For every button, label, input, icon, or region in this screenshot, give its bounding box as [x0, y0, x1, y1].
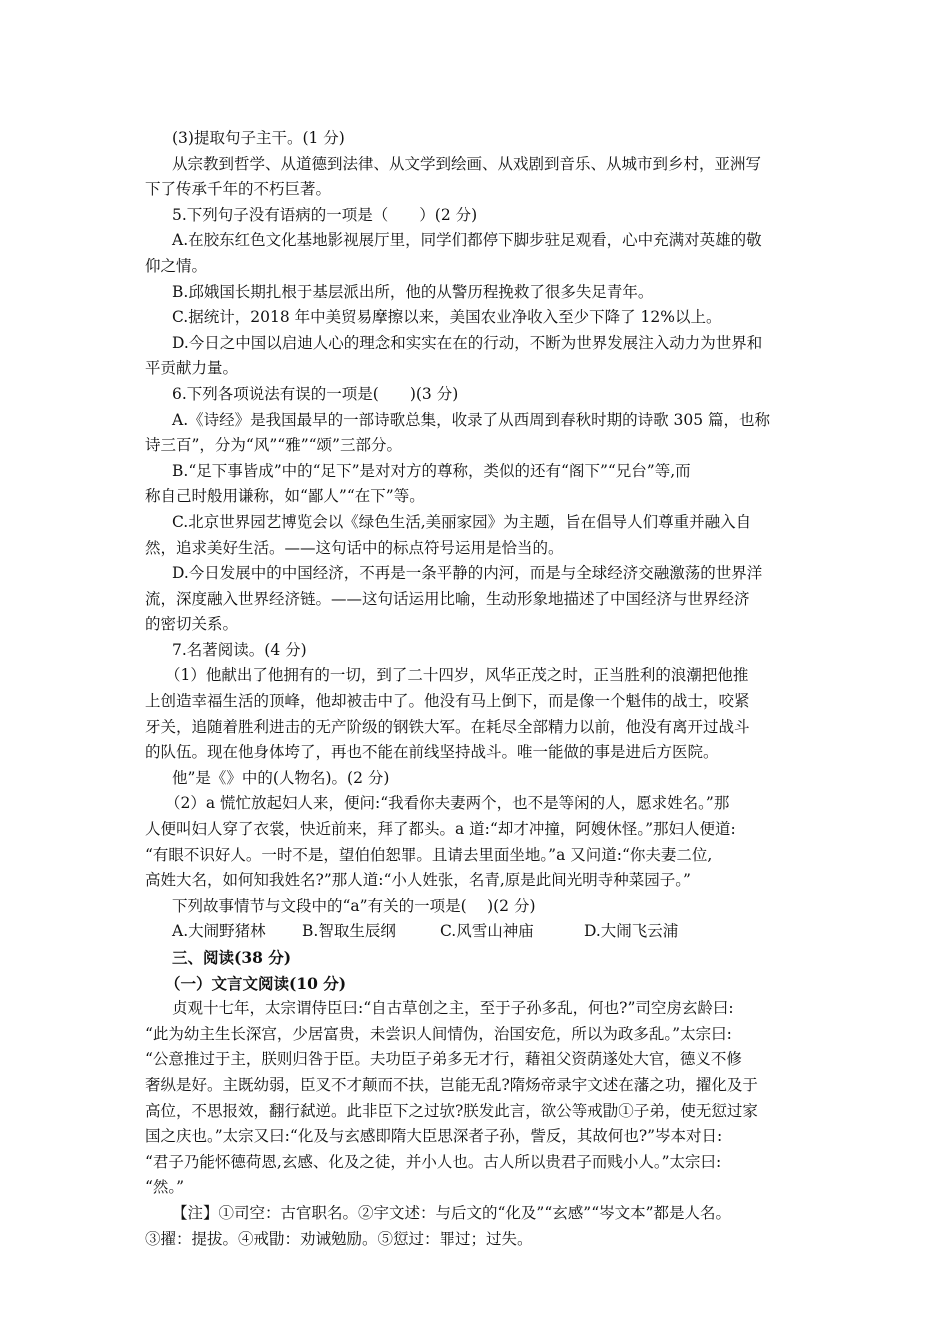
text-line: （1）他献出了他拥有的一切，到了二十四岁，风华正茂之时，正当胜利的浪潮把他推 — [165, 666, 749, 685]
text-line: 下了传承千年的不朽巨著。 — [145, 180, 332, 199]
text-line: 高姓大名，如何知我姓名?”那人道:“小人姓张，名青,原是此间光明寺种菜园子。” — [145, 871, 691, 890]
text-line: B.邱娥国长期扎根于基层派出所，他的从警历程挽救了很多失足青年。 — [172, 282, 654, 301]
text-line: 7.名著阅读。(4 分) — [172, 640, 307, 659]
option-b: B.智取生辰纲 — [302, 922, 396, 941]
text-line: ③擢：提拔。④戒勖：劝诫勉励。⑤愆过：罪过；过失。 — [145, 1229, 533, 1248]
text-line: 然，追求美好生活。——这句话中的标点符号运用是恰当的。 — [145, 538, 564, 557]
text-line: （2）a 慌忙放起妇人来，便问:“我看你夫妻两个，也不是等闲的人，愿求姓名。”那 — [165, 794, 730, 813]
text-line: 的密切关系。 — [145, 615, 239, 634]
text-line: （一）文言文阅读(10 分) — [165, 973, 347, 993]
text-line: C.北京世界园艺博览会以《绿色生活,美丽家园》为主题，旨在倡导人们尊重并融入自 — [172, 512, 752, 531]
text-line: D.今日之中国以启迪人心的理念和实实在在的行动，不断为世界发展注入动力为世界和 — [172, 333, 763, 352]
text-line: 三、阅读(38 分) — [172, 948, 292, 967]
option-d: D.大闹飞云浦 — [584, 922, 679, 941]
text-line: B.“足下事皆成”中的“足下”是对对方的尊称，类似的还有“阁下”“兄台”等,而 — [172, 461, 691, 480]
text-line: 流，深度融入世界经济链。——这句话运用比喻，生动形象地描述了中国经济与世界经济 — [145, 589, 750, 608]
text-line: 人便叫妇人穿了衣裳，快近前来，拜了都头。a 道:“却才冲撞，阿嫂休怪。”那妇人便道: — [145, 820, 736, 839]
text-line: A.《诗经》是我国最早的一部诗歌总集，收录了从西周到春秋时期的诗歌 305 篇，也称 — [172, 410, 771, 429]
text-line: 贞观十七年，太宗谓侍臣曰:“自古草创之主，至于子孙多乱，何也?”司空房玄龄曰: — [172, 999, 734, 1018]
text-line: “然。” — [145, 1178, 185, 1197]
text-line: 平贡献力量。 — [145, 359, 239, 378]
text-line: 牙关，追随着胜利进击的无产阶级的钢铁大军。在耗尽全部精力以前，他没有离开过战斗 — [145, 717, 750, 736]
text-line: 称自己时般用谦称，如“鄙人”“在下”等。 — [145, 487, 425, 506]
text-line: 上创造幸福生活的顶峰，他却被击中了。他没有马上倒下，而是像一个魁伟的战士，咬紧 — [145, 692, 750, 711]
text-line: “有眼不识好人。一时不是，望伯伯恕罪。且请去里面坐地。”a 又问道:“你夫妻二位, — [145, 845, 713, 864]
text-line: (3)提取句子主干。(1 分) — [172, 129, 345, 147]
text-line: A.在胶东红色文化基地影视展厅里，同学们都停下脚步驻足观看，心中充满对英雄的敬 — [172, 231, 762, 250]
text-line: 诗三百”，分为“风”“雅”“颂”三部分。 — [145, 436, 402, 455]
reading-section — [145, 945, 810, 1252]
option-a: A.大闹野猪林 — [172, 922, 266, 941]
text-line: 奢纵是好。主既幼弱，臣叉不才颠而不扶，岂能无乱?隋炀帝录宇文述在藩之功，擢化及于 — [145, 1075, 758, 1094]
question-block — [145, 126, 810, 919]
text-line: “君子乃能怀德荷恩,玄感、化及之徒，并小人也。古人所以贵君子而贱小人。”太宗曰: — [145, 1152, 722, 1171]
text-line: 国之庆也。”太宗又曰:“化及与玄感即隋大臣思深者子孙，訾反，其故何也?”岑本对日: — [145, 1127, 723, 1146]
text-line: 高位，不思报效，翻行弑逆。此非臣下之过欤?朕发此言，欲公等戒勖①子弟，使无愆过家 — [145, 1101, 758, 1120]
text-line: 他”是《》中的(人物名)。(2 分) — [172, 768, 390, 787]
text-line: 下列故事情节与文段中的“a”有关的一项是( )(2 分) — [172, 896, 536, 915]
document-page — [145, 126, 810, 1252]
option-c: C.风雪山神庙 — [440, 922, 534, 941]
text-line: 【注】①司空：古官职名。②宇文述：与后文的“化及”“玄感”“岑文本”都是人名。 — [172, 1203, 732, 1222]
answer-options — [145, 919, 810, 945]
text-line: D.今日发展中的中国经济，不再是一条平静的内河，而是与全球经济交融激荡的世界洋 — [172, 564, 763, 583]
text-line: “此为幼主生长深宫，少居富贵，未尝识人间情伪，治国安危，所以为政多乱。”太宗曰: — [145, 1024, 732, 1043]
text-line: 6.下列各项说法有误的一项是( )(3 分) — [172, 384, 459, 403]
text-line: 的队伍。现在他身体垮了，再也不能在前线坚持战斗。唯一能做的事是进后方医院。 — [145, 743, 719, 762]
text-line: C.据统计，2018 年中美贸易摩擦以来，美国农业净收入至少下降了 12%以上。 — [172, 308, 722, 327]
text-line: 仰之情。 — [145, 256, 208, 275]
text-line: 从宗教到哲学、从道德到法律、从文学到绘画、从戏剧到音乐、从城市到乡村，亚洲写 — [172, 154, 762, 173]
text-line: “公意推过于主，朕则归咎于臣。夫功臣子弟多无才行，藉祖父资荫遂处大官，德义不修 — [145, 1050, 742, 1069]
text-line: 5.下列句子没有语病的一项是（ ）(2 分) — [172, 205, 478, 224]
